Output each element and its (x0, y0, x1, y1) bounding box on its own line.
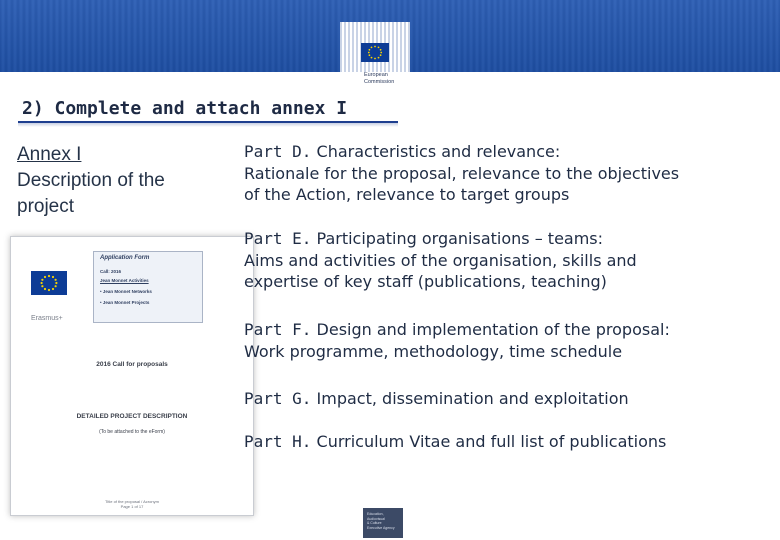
part-label: Part D. (244, 142, 312, 161)
part-line3: of the Action, relevance to target groups (244, 185, 570, 204)
part-g (244, 388, 764, 410)
header-banner (0, 0, 780, 93)
call-title: 2016 Call for proposals (96, 361, 168, 368)
part-title: Design and implementation of the proposal: (311, 320, 670, 339)
eacea-logo-text (367, 512, 395, 530)
european-commission-logo (340, 22, 410, 90)
eacea-line4: Executive Agency (367, 525, 395, 530)
doc-footer (11, 499, 253, 509)
attach-note: (To be attached to the eForm) (99, 429, 165, 435)
application-form-box (93, 251, 203, 323)
part-line2: Aims and activities of the organisation, skills and (244, 250, 637, 270)
annex-label-line1: Annex I (17, 144, 82, 165)
annex-label (17, 142, 227, 220)
eacea-line1: Education, (367, 512, 384, 516)
part-label: Part H. (244, 432, 312, 451)
eacea-logo (363, 508, 403, 538)
document-thumbnail (10, 236, 254, 516)
section-title: 2) Complete and attach annex I (22, 98, 348, 119)
detailed-title: DETAILED PROJECT DESCRIPTION (76, 413, 188, 420)
logo-text (364, 72, 394, 85)
part-line2: Work programme, methodology, time schedule (244, 341, 623, 361)
part-title: Participating organisations – teams: (311, 229, 604, 248)
annex-label-line3: project (17, 196, 75, 217)
title-underline-shadow (18, 123, 398, 127)
part-e (244, 228, 764, 293)
part-line2: Rationale for the proposal, relevance to the objectives (244, 163, 680, 183)
logo-text-line2: Commission (364, 78, 395, 85)
part-title: Characteristics and relevance: (311, 142, 561, 161)
form-projects: • Jean Monnet Projects (100, 300, 150, 305)
eacea-line3: & Culture (367, 521, 382, 525)
eu-flag-icon (31, 271, 67, 295)
annex-label-line2: Description of the (17, 170, 165, 191)
form-networks: • Jean Monnet Networks (100, 289, 152, 294)
part-label: Part G. (244, 389, 312, 408)
form-title: Application Form (100, 255, 150, 261)
part-title: Curriculum Vitae and full list of publications (311, 432, 667, 451)
part-label: Part F. (244, 320, 312, 339)
form-activities: Jean Monnet Activities (100, 278, 149, 283)
part-line3: expertise of key staff (publications, teaching) (244, 272, 607, 291)
doc-footer-line2: Page 1 of 17 (120, 504, 144, 509)
doc-footer-line1: Title of the proposal / Acronym (105, 499, 159, 504)
eacea-line2: Audiovisual (367, 516, 385, 521)
part-f (244, 319, 764, 362)
erasmus-logo: Erasmus+ (31, 315, 63, 322)
eu-flag-icon (361, 43, 389, 62)
part-title: Impact, dissemination and exploitation (311, 389, 629, 408)
form-call: Call: 2016 (100, 269, 122, 274)
part-label: Part E. (244, 229, 312, 248)
logo-text-line1: European (364, 72, 388, 78)
part-d (244, 141, 764, 206)
part-h (244, 431, 764, 453)
